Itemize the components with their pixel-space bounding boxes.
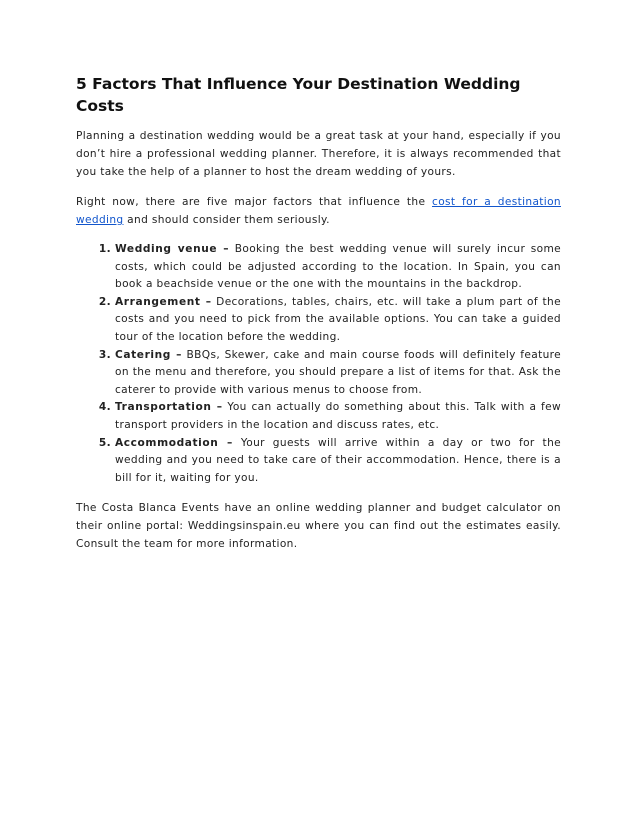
factor-text: You can actually do something about this. Talk with a few transport providers in the location and discuss rates, etc. bbox=[115, 401, 562, 431]
factors-list bbox=[76, 241, 561, 487]
list-item bbox=[115, 435, 561, 488]
factors-intro-text-after: and should consider them seriously. bbox=[123, 214, 330, 226]
list-item bbox=[115, 347, 561, 400]
factor-text: Your guests will arrive within a day or two for the wedding and you need to take care of their accommodation. Hence, there is a bill for it, waiting for you. bbox=[115, 436, 561, 484]
factor-text: Booking the best wedding venue will surely incur some costs, which could be adjusted according to the location. In Spain, you can book a beachside venue or the one with the mountains in the backdrop. bbox=[115, 243, 561, 291]
list-item bbox=[115, 294, 561, 347]
list-item bbox=[115, 399, 561, 434]
factor-term: Catering – bbox=[115, 348, 182, 361]
factor-term: Arrangement – bbox=[115, 295, 212, 308]
intro-paragraph: Planning a destination wedding would be a great task at your hand, especially if you don’t hire a professional wedding planner. Therefore, it is always recommended that you take the help of a planner to host the dream wedding of yours. bbox=[76, 130, 561, 178]
factor-term: Transportation – bbox=[115, 401, 223, 414]
list-item bbox=[115, 241, 561, 294]
page-title: 5 Factors That Influence Your Destination Wedding Costs bbox=[76, 75, 521, 115]
factors-intro-paragraph bbox=[76, 193, 561, 229]
destination-wedding-cost-link[interactable]: cost for a destination wedding bbox=[76, 196, 561, 226]
closing-paragraph: The Costa Blanca Events have an online wedding planner and budget calculator on their online portal: Weddingsinspain.eu where you can find out the estimates easily. Consult the team for more information. bbox=[76, 502, 561, 551]
factor-term: Wedding venue – bbox=[115, 243, 230, 255]
factor-term: Accommodation – bbox=[115, 436, 233, 449]
factor-text: BBQs, Skewer, cake and main course foods will definitely feature on the menu and therefore, you should prepare a list of items for that. Ask the caterer to provide with various menus to choose from. bbox=[115, 348, 561, 396]
factor-text: Decorations, tables, chairs, etc. will take a plum part of the costs and you need to pick from the available options. You can take a guided tour of the location before the wedding. bbox=[115, 295, 561, 343]
factors-intro-text-before: Right now, there are five major factors that influence the bbox=[76, 196, 433, 208]
